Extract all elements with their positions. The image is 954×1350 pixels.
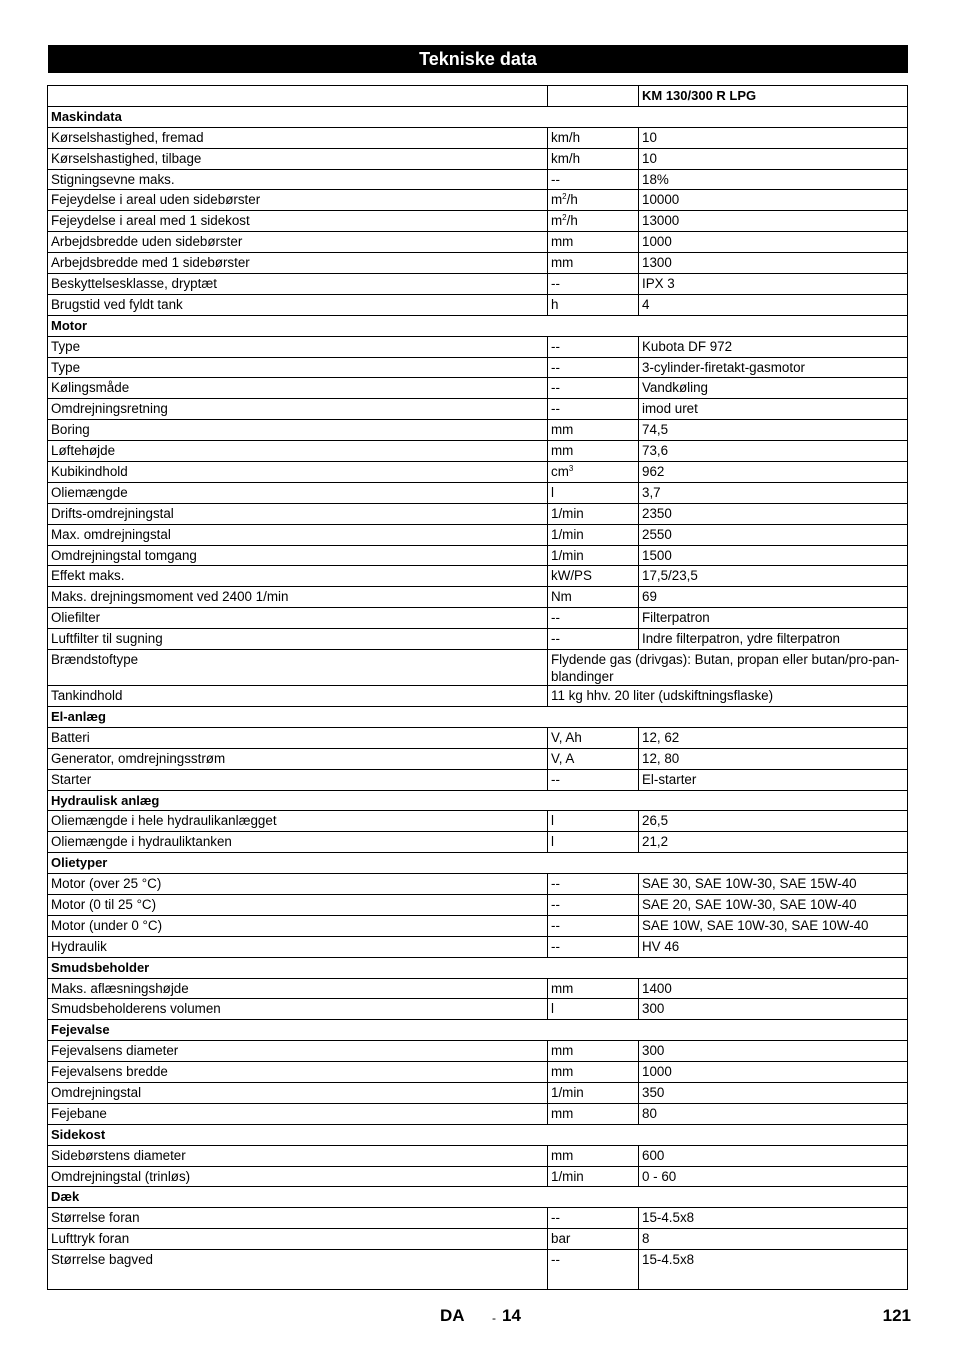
value-cell: 18% xyxy=(639,169,908,190)
unit-cell: -- xyxy=(548,608,639,629)
spec-table xyxy=(47,85,908,1290)
header-empty-cell xyxy=(548,86,639,107)
unit-cell: mm xyxy=(548,1041,639,1062)
property-cell: Løftehøjde xyxy=(48,441,548,462)
table-row xyxy=(48,211,908,232)
table-row xyxy=(48,832,908,853)
property-cell: Sidebørstens diameter xyxy=(48,1145,548,1166)
unit-cell: 1/min xyxy=(548,524,639,545)
unit-cell: $m^2/h$ xyxy=(548,190,639,211)
table-row xyxy=(48,503,908,524)
table-row xyxy=(48,629,908,650)
table-row xyxy=(48,1062,908,1083)
table-row xyxy=(48,253,908,274)
table-row xyxy=(48,727,908,748)
value-cell: 600 xyxy=(639,1145,908,1166)
section-title: Fejevalse xyxy=(48,1020,908,1041)
property-cell: Arbejdsbredde med 1 sidebørster xyxy=(48,253,548,274)
unit-cell: -- xyxy=(548,769,639,790)
value-cell: 21,2 xyxy=(639,832,908,853)
value-cell: 3-cylinder-firetakt-gasmotor xyxy=(639,357,908,378)
value-cell: SAE 20, SAE 10W-30, SAE 10W-40 xyxy=(639,894,908,915)
unit-cell: mm xyxy=(548,232,639,253)
value-cell: 8 xyxy=(639,1229,908,1250)
value-cell: Kubota DF 972 xyxy=(639,336,908,357)
value-cell: 350 xyxy=(639,1082,908,1103)
unit-cell: -- xyxy=(548,915,639,936)
value-cell: 962 xyxy=(639,462,908,483)
property-cell: Boring xyxy=(48,420,548,441)
section-title: Sidekost xyxy=(48,1124,908,1145)
property-cell: Lufttryk foran xyxy=(48,1229,548,1250)
value-cell: SAE 30, SAE 10W-30, SAE 15W-40 xyxy=(639,874,908,895)
table-row xyxy=(48,874,908,895)
unit-cell: mm xyxy=(548,441,639,462)
unit-cell: mm xyxy=(548,1062,639,1083)
section-title: El-anlæg xyxy=(48,706,908,727)
value-cell: 10000 xyxy=(639,190,908,211)
table-row xyxy=(48,336,908,357)
value-cell: 69 xyxy=(639,587,908,608)
unit-cell: l xyxy=(548,811,639,832)
table-row xyxy=(48,169,908,190)
section-title: Motor xyxy=(48,315,908,336)
property-cell: Maks. drejningsmoment ved 2400 1/min xyxy=(48,587,548,608)
value-cell: IPX 3 xyxy=(639,274,908,295)
property-cell: Beskyttelsesklasse, dryptæt xyxy=(48,274,548,295)
unit-cell: -- xyxy=(548,936,639,957)
unit-cell: 1/min xyxy=(548,545,639,566)
value-cell: 12, 80 xyxy=(639,748,908,769)
property-cell: Arbejdsbredde uden sidebørster xyxy=(48,232,548,253)
table-row xyxy=(48,915,908,936)
value-cell: 17,5/23,5 xyxy=(639,566,908,587)
unit-cell: h xyxy=(548,294,639,315)
value-cell: 11 kg hhv. 20 liter (udskiftningsflaske) xyxy=(548,686,908,707)
unit-cell: mm xyxy=(548,253,639,274)
value-cell: 10 xyxy=(639,127,908,148)
value-cell: 2350 xyxy=(639,503,908,524)
page-title: Tekniske data xyxy=(48,45,908,73)
value-cell: Flydende gas (drivgas): Butan, propan eller butan/pro-pan-blandinger xyxy=(548,650,908,686)
footer-section-page: 14 xyxy=(502,1306,521,1325)
section-title: Smudsbeholder xyxy=(48,957,908,978)
property-cell: Kølingsmåde xyxy=(48,378,548,399)
unit-cell: V, Ah xyxy=(548,727,639,748)
property-cell: Fejevalsens diameter xyxy=(48,1041,548,1062)
unit-cell: l xyxy=(548,999,639,1020)
unit-cell: -- xyxy=(548,1250,639,1290)
table-row xyxy=(48,1103,908,1124)
property-cell: Smudsbeholderens volumen xyxy=(48,999,548,1020)
table-row xyxy=(48,936,908,957)
value-cell: Indre filterpatron, ydre filterpatron xyxy=(639,629,908,650)
value-cell: 1500 xyxy=(639,545,908,566)
unit-cell: -- xyxy=(548,336,639,357)
property-cell: Fejevalsens bredde xyxy=(48,1062,548,1083)
section-title: Hydraulisk anlæg xyxy=(48,790,908,811)
property-cell: Luftfilter til sugning xyxy=(48,629,548,650)
value-cell: 1300 xyxy=(639,253,908,274)
unit-cell: -- xyxy=(548,1208,639,1229)
section-row xyxy=(48,706,908,727)
value-cell: 10 xyxy=(639,148,908,169)
section-row xyxy=(48,315,908,336)
unit-cell: 1/min xyxy=(548,503,639,524)
table-row xyxy=(48,545,908,566)
unit-cell: mm xyxy=(548,1103,639,1124)
unit-cell: mm xyxy=(548,1145,639,1166)
table-row xyxy=(48,1229,908,1250)
property-cell: Motor (0 til 25 °C) xyxy=(48,894,548,915)
property-cell: Type xyxy=(48,357,548,378)
property-cell: Batteri xyxy=(48,727,548,748)
property-cell: Generator, omdrejningsstrøm xyxy=(48,748,548,769)
table-row xyxy=(48,999,908,1020)
property-cell: Kørselshastighed, fremad xyxy=(48,127,548,148)
unit-cell: V, A xyxy=(548,748,639,769)
table-row xyxy=(48,587,908,608)
table-row xyxy=(48,357,908,378)
unit-cell: l xyxy=(548,832,639,853)
unit-cell: kW/PS xyxy=(548,566,639,587)
property-cell: Drifts-omdrejningstal xyxy=(48,503,548,524)
unit-cell: -- xyxy=(548,378,639,399)
property-cell: Stigningsevne maks. xyxy=(48,169,548,190)
unit-cell: -- xyxy=(548,357,639,378)
section-row xyxy=(48,853,908,874)
table-row xyxy=(48,482,908,503)
value-cell: imod uret xyxy=(639,399,908,420)
header-empty-cell xyxy=(48,86,548,107)
value-cell: 2550 xyxy=(639,524,908,545)
value-cell: HV 46 xyxy=(639,936,908,957)
table-row xyxy=(48,894,908,915)
table-row xyxy=(48,190,908,211)
table-row xyxy=(48,650,908,686)
value-cell: 12, 62 xyxy=(639,727,908,748)
value-cell: 300 xyxy=(639,1041,908,1062)
property-cell: Kørselshastighed, tilbage xyxy=(48,148,548,169)
unit-cell: Nm xyxy=(548,587,639,608)
table-row xyxy=(48,978,908,999)
section-row xyxy=(48,957,908,978)
table-row xyxy=(48,1041,908,1062)
property-cell: Brugstid ved fyldt tank xyxy=(48,294,548,315)
unit-cell: $cm^3$ xyxy=(548,462,639,483)
section-row xyxy=(48,1187,908,1208)
table-row xyxy=(48,399,908,420)
section-row xyxy=(48,790,908,811)
section-row xyxy=(48,106,908,127)
property-cell: Størrelse foran xyxy=(48,1208,548,1229)
property-cell: Oliemængde i hele hydraulikanlægget xyxy=(48,811,548,832)
value-cell: 26,5 xyxy=(639,811,908,832)
footer-language: DA xyxy=(440,1306,465,1325)
unit-cell: l xyxy=(548,482,639,503)
table-row xyxy=(48,148,908,169)
unit-cell: -- xyxy=(548,629,639,650)
unit-cell: -- xyxy=(548,874,639,895)
value-cell: El-starter xyxy=(639,769,908,790)
value-cell: 0 - 60 xyxy=(639,1166,908,1187)
property-cell: Maks. aflæsningshøjde xyxy=(48,978,548,999)
unit-cell: -- xyxy=(548,894,639,915)
table-row xyxy=(48,769,908,790)
value-cell: 15-4.5x8 xyxy=(639,1250,908,1290)
value-cell: 300 xyxy=(639,999,908,1020)
value-cell: Vandkøling xyxy=(639,378,908,399)
property-cell: Tankindhold xyxy=(48,686,548,707)
section-title: Olietyper xyxy=(48,853,908,874)
unit-cell: mm xyxy=(548,978,639,999)
value-cell: 1000 xyxy=(639,232,908,253)
property-cell: Oliemængde i hydrauliktanken xyxy=(48,832,548,853)
property-cell: Størrelse bagved xyxy=(48,1250,548,1290)
unit-cell: -- xyxy=(548,399,639,420)
unit-cell: -- xyxy=(548,274,639,295)
value-cell: 74,5 xyxy=(639,420,908,441)
property-cell: Omdrejningsretning xyxy=(48,399,548,420)
unit-cell: 1/min xyxy=(548,1082,639,1103)
value-cell: SAE 10W, SAE 10W-30, SAE 10W-40 xyxy=(639,915,908,936)
table-row xyxy=(48,294,908,315)
property-cell: Hydraulik xyxy=(48,936,548,957)
table-row xyxy=(48,1082,908,1103)
value-cell: 1400 xyxy=(639,978,908,999)
property-cell: Motor (under 0 °C) xyxy=(48,915,548,936)
value-cell: 13000 xyxy=(639,211,908,232)
unit-cell: -- xyxy=(548,169,639,190)
section-row xyxy=(48,1020,908,1041)
value-cell: 80 xyxy=(639,1103,908,1124)
table-row xyxy=(48,1145,908,1166)
property-cell: Omdrejningstal (trinløs) xyxy=(48,1166,548,1187)
section-title: Maskindata xyxy=(48,106,908,127)
property-cell: Omdrejningstal xyxy=(48,1082,548,1103)
property-cell: Starter xyxy=(48,769,548,790)
table-header-row xyxy=(48,86,908,107)
footer-dash: - xyxy=(492,1311,496,1325)
property-cell: Fejebane xyxy=(48,1103,548,1124)
table-row xyxy=(48,378,908,399)
value-cell: 73,6 xyxy=(639,441,908,462)
unit-cell: $m^2/h$ xyxy=(548,211,639,232)
model-header: KM 130/300 R LPG xyxy=(639,86,908,107)
unit-cell: km/h xyxy=(548,148,639,169)
unit-cell: bar xyxy=(548,1229,639,1250)
table-row xyxy=(48,811,908,832)
table-row xyxy=(48,524,908,545)
value-cell: 3,7 xyxy=(639,482,908,503)
table-row xyxy=(48,274,908,295)
unit-cell: 1/min xyxy=(548,1166,639,1187)
unit-cell: km/h xyxy=(548,127,639,148)
section-title: Dæk xyxy=(48,1187,908,1208)
table-row xyxy=(48,462,908,483)
table-row xyxy=(48,232,908,253)
table-row xyxy=(48,1250,908,1290)
value-cell: 4 xyxy=(639,294,908,315)
value-cell: 15-4.5x8 xyxy=(639,1208,908,1229)
property-cell: Kubikindhold xyxy=(48,462,548,483)
table-row xyxy=(48,127,908,148)
table-row xyxy=(48,686,908,707)
property-cell: Motor (over 25 °C) xyxy=(48,874,548,895)
property-cell: Fejeydelse i areal uden sidebørster xyxy=(48,190,548,211)
table-row xyxy=(48,441,908,462)
property-cell: Fejeydelse i areal med 1 sidekost xyxy=(48,211,548,232)
property-cell: Type xyxy=(48,336,548,357)
value-cell: 1000 xyxy=(639,1062,908,1083)
table-row xyxy=(48,748,908,769)
unit-cell: mm xyxy=(548,420,639,441)
table-row xyxy=(48,608,908,629)
property-cell: Oliemængde xyxy=(48,482,548,503)
property-cell: Effekt maks. xyxy=(48,566,548,587)
footer-page-number: 121 xyxy=(882,1306,911,1325)
table-row xyxy=(48,420,908,441)
value-cell: Filterpatron xyxy=(639,608,908,629)
table-row xyxy=(48,566,908,587)
property-cell: Max. omdrejningstal xyxy=(48,524,548,545)
property-cell: Omdrejningstal tomgang xyxy=(48,545,548,566)
section-row xyxy=(48,1124,908,1145)
property-cell: Brændstoftype xyxy=(48,650,548,686)
property-cell: Oliefilter xyxy=(48,608,548,629)
table-row xyxy=(48,1208,908,1229)
table-row xyxy=(48,1166,908,1187)
